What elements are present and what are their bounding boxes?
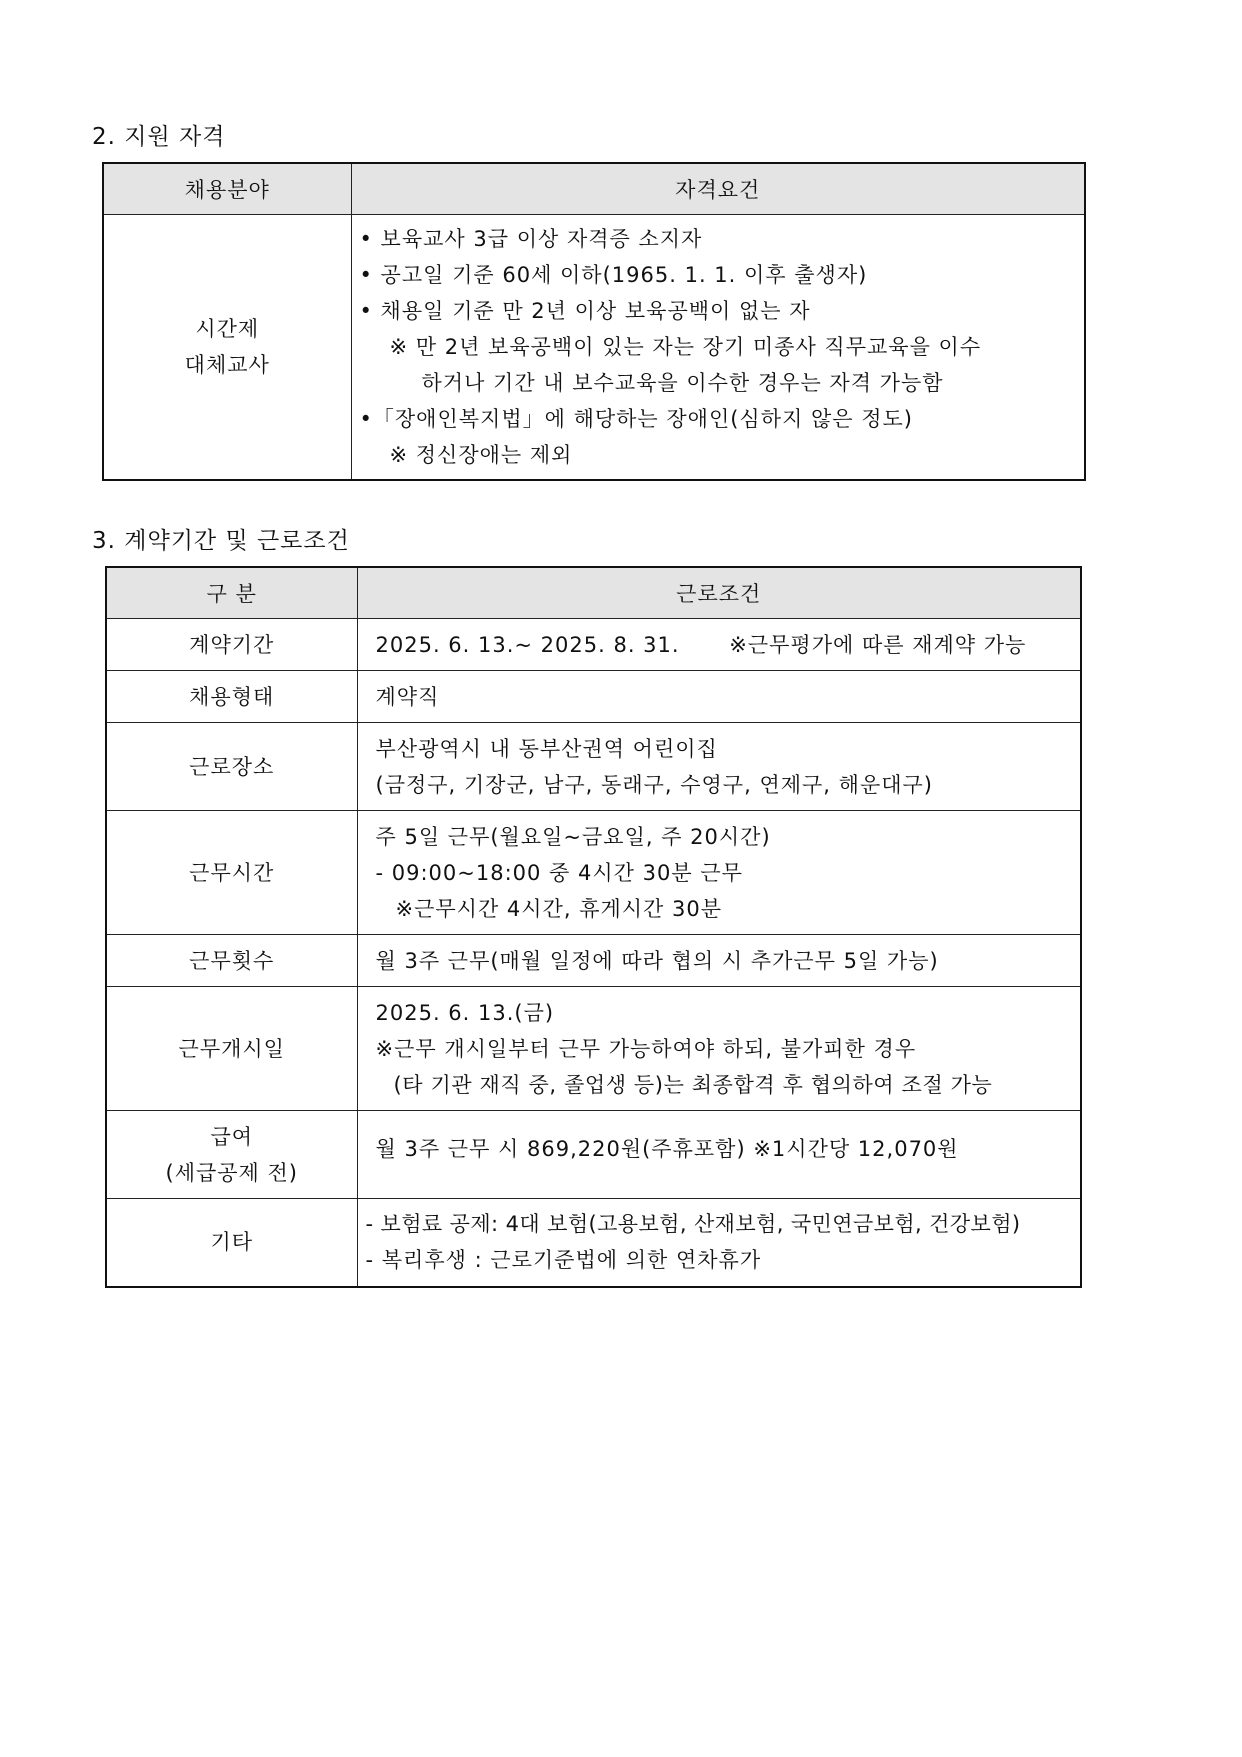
category-line: 시간제 xyxy=(195,317,260,341)
salary-label-line: 급여 xyxy=(210,1124,254,1149)
conditions-table-header xyxy=(106,567,1081,619)
row-value xyxy=(357,1111,1081,1199)
salary-value: 월 3주 근무 시 869,220원(주휴포함) ※1시간당 12,070원 xyxy=(375,1137,959,1161)
row-value xyxy=(357,987,1081,1111)
work-place-line: (금정구, 기장군, 남구, 동래구, 수영구, 연제구, 해운대구) xyxy=(375,772,933,797)
start-date-note: ※근무 개시일부터 근무 가능하여야 하되, 불가피한 경우 xyxy=(375,1036,917,1061)
row-etc xyxy=(106,1199,1081,1287)
qualification-table xyxy=(102,162,1086,481)
row-work-place xyxy=(106,723,1081,811)
work-count-value: 월 3주 근무(매월 일정에 따라 협의 시 추가근무 5일 가능) xyxy=(375,948,939,973)
row-employment-type xyxy=(106,671,1081,723)
employment-type-value: 계약직 xyxy=(375,684,440,709)
row-value xyxy=(357,1199,1081,1287)
category-line: 대체교사 xyxy=(184,353,270,377)
row-value xyxy=(357,811,1081,935)
row-work-hours xyxy=(106,811,1081,935)
header-category: 구 분 xyxy=(106,567,357,619)
row-label: 근무개시일 xyxy=(106,987,357,1111)
start-date-note: (타 기관 재직 중, 졸업생 등)는 최종합격 후 협의하여 조절 가능 xyxy=(393,1072,993,1097)
contract-note: ※근무평가에 따른 재계약 가능 xyxy=(729,632,1027,657)
requirement-item: • 공고일 기준 60세 이하(1965. 1. 1. 이후 출생자) xyxy=(359,263,868,287)
work-hours-line: - 09:00~18:00 중 4시간 30분 근무 xyxy=(375,860,743,885)
requirements-cell xyxy=(351,215,1085,481)
etc-line: - 복리후생 : 근로기준법에 의한 연차휴가 xyxy=(365,1248,762,1273)
section-2-title: 2. 지원 자격 xyxy=(92,124,226,150)
row-value xyxy=(357,723,1081,811)
contract-dates: 2025. 6. 13.~ 2025. 8. 31. xyxy=(375,632,680,657)
work-place-line: 부산광역시 내 동부산권역 어린이집 xyxy=(375,736,718,761)
row-label: 근무횟수 xyxy=(106,935,357,987)
qualification-table-header xyxy=(103,163,1085,215)
salary-label-line: (세급공제 전) xyxy=(165,1160,298,1185)
requirement-item: • 채용일 기준 만 2년 이상 보육공백이 없는 자 xyxy=(359,299,811,323)
row-label: 근무시간 xyxy=(106,811,357,935)
row-value xyxy=(357,671,1081,723)
requirement-note: ※ 정신장애는 제외 xyxy=(389,443,573,467)
requirement-note: 하거나 기간 내 보수교육을 이수한 경우는 자격 가능함 xyxy=(421,371,944,395)
row-salary xyxy=(106,1111,1081,1199)
requirement-item: • 보육교사 3급 이상 자격증 소지자 xyxy=(359,227,703,251)
work-hours-note: ※근무시간 4시간, 휴게시간 30분 xyxy=(395,896,723,921)
conditions-table xyxy=(105,566,1082,1288)
header-field: 채용분야 xyxy=(103,163,351,215)
work-hours-line: 주 5일 근무(월요일~금요일, 주 20시간) xyxy=(375,824,771,849)
row-value xyxy=(357,935,1081,987)
row-label: 계약기간 xyxy=(106,619,357,671)
row-work-count xyxy=(106,935,1081,987)
etc-line: - 보험료 공제: 4대 보험(고용보험, 산재보험, 국민연금보험, 건강보험) xyxy=(365,1212,1021,1237)
header-conditions: 근로조건 xyxy=(357,567,1081,619)
section-3-title: 3. 계약기간 및 근로조건 xyxy=(92,528,350,554)
row-contract-period xyxy=(106,619,1081,671)
requirement-item: •「장애인복지법」에 해당하는 장애인(심하지 않은 정도) xyxy=(359,407,913,431)
qualification-row xyxy=(103,215,1085,481)
category-cell xyxy=(103,215,351,481)
start-date-line: 2025. 6. 13.(금) xyxy=(375,1000,555,1025)
header-requirements: 자격요건 xyxy=(351,163,1085,215)
row-label: 근로장소 xyxy=(106,723,357,811)
row-label: 기타 xyxy=(106,1199,357,1287)
row-value xyxy=(357,619,1081,671)
row-label: 채용형태 xyxy=(106,671,357,723)
requirement-note: ※ 만 2년 보육공백이 있는 자는 장기 미종사 직무교육을 이수 xyxy=(389,335,982,359)
row-start-date xyxy=(106,987,1081,1111)
row-label xyxy=(106,1111,357,1199)
